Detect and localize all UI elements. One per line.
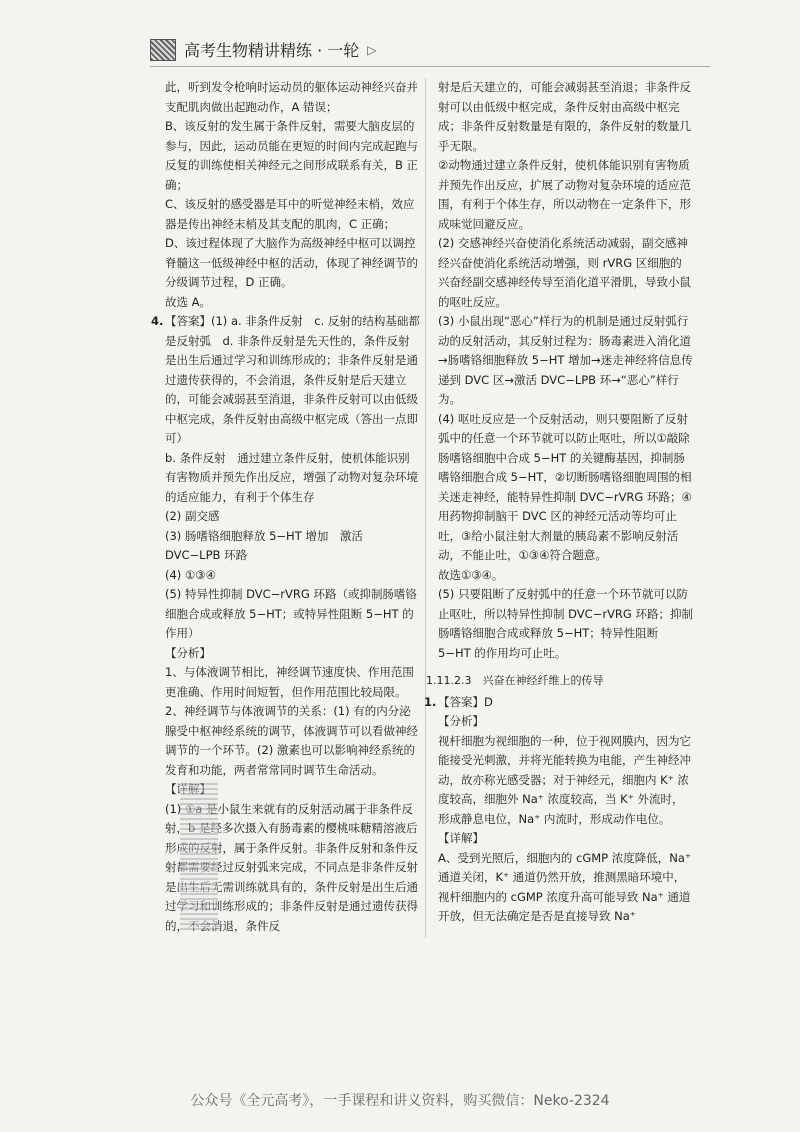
answer-line: (5) 特异性抑制 DVC−rVRG 环路（或抑制肠嗜铬细胞合成或释放 5−HT；或特异性阻断 5−HT 的作用） xyxy=(165,587,417,640)
question-number: 4. xyxy=(151,314,164,328)
column-divider xyxy=(425,78,426,938)
answer-1-block xyxy=(424,693,693,927)
right-para: (4) 呕吐反应是一个反射活动，则只要阻断了反射弧中的任意一个环节就可以防止呕吐，所以①敲除肠嗜铬细胞中合成 5−HT 的关键酶基因，抑制肠嗜铬细胞合成 5−HT，②切断肠嗜铬细胞周围的相关迷走神经，能特异性抑制 DVC−rVRG 环路；④用药物抑制脑干 DVC 区的神经元活动等均可止吐，③给小鼠注射大剂量的胰岛素不影响反射活动，不能止吐，①③④符合题意。 xyxy=(438,411,692,562)
answer-line: 2、神经调节与体液调节的关系：(1) 有的内分泌腺受中枢神经系统的调节，体液调节可以看做神经调节的一个环节。(2) 激素也可以影响神经系统的发育和功能，两者常常同时调节生命活动。 xyxy=(165,704,418,777)
left-para: 故选 A。 xyxy=(165,294,212,309)
book-title: 高考生物精讲精练 · 一轮 xyxy=(184,41,360,60)
answer-line: (3) 肠嗜铬细胞释放 5−HT 增加 激活 DVC−LPB 环路 xyxy=(165,528,363,562)
answer-line: 1、与体液调节相比，神经调节速度快、作用范围更准确、作用时间短暂，但作用范围比较局限。 xyxy=(165,665,414,699)
detail-heading: 【详解】 xyxy=(165,782,211,796)
left-para: C、该反射的感受器是耳中的听觉神经末梢，效应器是传出神经末梢及其支配的肌肉，C 正确； xyxy=(165,197,415,231)
analysis-heading: 【分析】 xyxy=(165,645,211,660)
section-title: 1.11.2.3 兴奋在神经纤维上的传导 xyxy=(426,674,604,687)
right-para: (2) 交感神经兴奋使消化系统活动减弱，副交感神经兴奋使消化系统活动增强，则 rVRG 区细胞的兴奋经副交感神经传导至消化道平滑肌，导致小鼠的呕吐反应。 xyxy=(438,236,691,309)
header-rule xyxy=(150,66,710,67)
right-para: ②动物通过建立条件反射，使机体能识别有害物质并预先作出反应，扩展了动物对复杂环境的适应范围，有利于个体生存，所以动物在一定条件下，形成味觉回避反应。 xyxy=(438,158,691,231)
right-para: (3) 小鼠出现“恶心”样行为的机制是通过反射弧行动的反射活动，其反射过程为：肠毒素进入消化道→肠嗜铬细胞释放 5−HT 增加→迷走神经将信息传递到 DVC 区→激活 DVC−LPB 环→“恶心”样行为。 xyxy=(438,314,693,406)
answer-line: A、受到光照后，细胞内的 cGMP 浓度降低，Na⁺ 通道关闭，K⁺ 通道仍然开放，推测黑暗环境中，视杆细胞内的 cGMP 浓度升高可能导致 Na⁺ 通道开放，但无法确定是否是直接导致 Na⁺ xyxy=(438,850,691,923)
detail-heading: 【详解】 xyxy=(438,831,484,845)
right-para: 故选①③④。 xyxy=(438,567,504,582)
book-logo-icon xyxy=(150,39,176,61)
left-para: B、该反射的发生属于条件反射，需要大脑皮层的参与，因此，运动员能在更短的时间内完成起跑与反复的训练使相关神经元之间形成联系有关，B 正确； xyxy=(165,119,419,192)
right-column xyxy=(424,78,693,927)
answer-line: 【答案】(1) a. 非条件反射 c. 反射的结构基础都是反射弧 d. 非条件反射是先天性的，条件反射是出生后通过学习和训练形成的；非条件反射是通过遗传获得的，不会消退，条件反射是后天建立的，可能会减弱甚至消退，非条件反射可以由低级中枢完成，条件反射由高级中枢完成（答出一点即可） xyxy=(165,314,420,445)
answer-line: (1) ①a 是小鼠生来就有的反射活动属于非条件反射，b 是经多次摄入有肠毒素的樱桃味糖精溶液后形成的反射，属于条件反射。非条件反射和条件反射都需要经过反射弧来完成，不同点是非条件反射是出生后无需训练就具有的，条件反射是出生后通过学习和训练形成的；非条件反射是通过遗传获得的，不会消退，条件反 xyxy=(165,801,418,933)
page-header xyxy=(150,38,377,61)
answer-line: 视杆细胞为视细胞的一种，位于视网膜内，因为它能接受光刺激，并将光能转换为电能，产生神经冲动，故亦称光感受器；对于神经元，细胞内 K⁺ 浓度较高，细胞外 Na⁺ 浓度较高，当 K⁺ 外流时，形成静息电位，Na⁺ 内流时，形成动作电位。 xyxy=(438,733,691,826)
footer-watermark: 公众号《全元高考》，一手课程和讲义资料，购买微信：Neko-2324 xyxy=(190,1093,610,1109)
play-arrow-icon: ▷ xyxy=(367,42,377,57)
answer-line: (4) ①③④ xyxy=(165,567,216,582)
answer-line: 【答案】D xyxy=(438,694,493,709)
analysis-heading: 【分析】 xyxy=(438,714,484,728)
question-number: 1. xyxy=(424,694,437,709)
answer-line: b. 条件反射 通过建立条件反射，使机体能识别有害物质并预先作出反应，增强了动物对复杂环境的适应能力，有利于个体生存 xyxy=(165,450,418,504)
left-para: 此，听到发令枪响时运动员的躯体运动神经兴奋并支配肌肉做出起跑动作，A 错误； xyxy=(165,80,418,114)
scan-artifact xyxy=(180,780,218,930)
answer-line: (2) 副交感 xyxy=(165,509,220,523)
right-para: (5) 只要阻断了反射弧中的任意一个环节就可以防止呕吐，所以特异性抑制 DVC−rVRG 环路；抑制肠嗜铬细胞合成或释放 5−HT；特异性阻断 5−HT 的作用均可止吐。 xyxy=(438,587,693,660)
left-para: D、该过程体现了大脑作为高级神经中枢可以调控脊髓这一低级神经中枢的活动，体现了神经调节的分级调节过程，D 正确。 xyxy=(165,236,418,289)
right-para: 射是后天建立的，可能会减弱甚至消退；非条件反射可以由低级中枢完成，条件反射由高级中枢完成；非条件反射数量是有限的，条件反射的数量几乎无限。 xyxy=(438,80,691,153)
